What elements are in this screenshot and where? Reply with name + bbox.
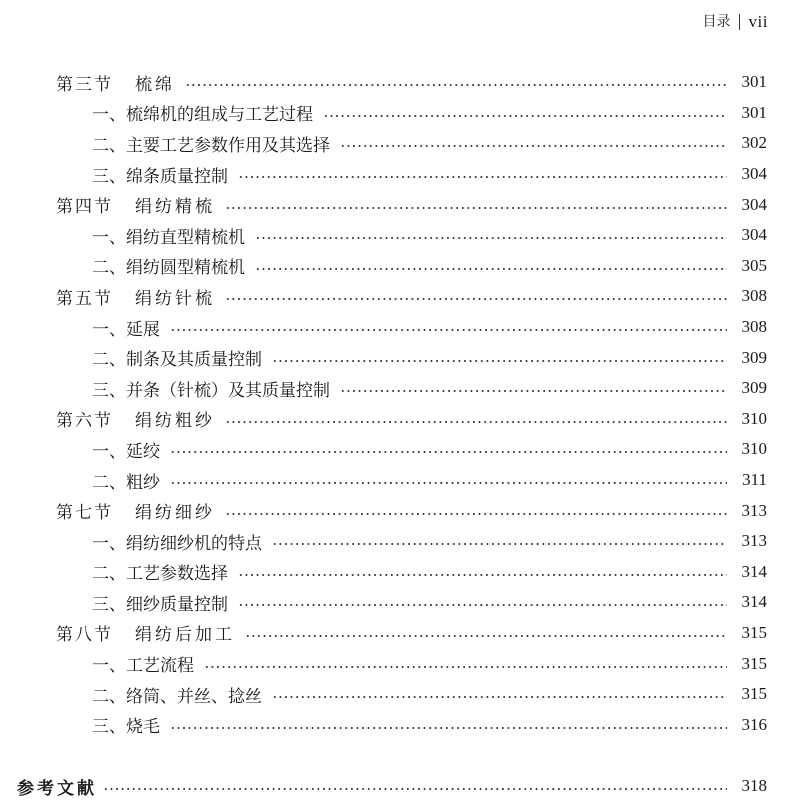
toc-item-entry[interactable] xyxy=(0,648,790,679)
toc-entry-page: 310 xyxy=(741,408,767,428)
dot-leader xyxy=(272,543,727,545)
toc-entry-number: 第五节 xyxy=(56,288,113,309)
toc-entry-number: 三、 xyxy=(92,166,126,187)
dot-leader xyxy=(170,727,727,729)
toc-entry-label: 绢纺细纱 xyxy=(135,503,215,524)
toc-item-entry[interactable] xyxy=(0,342,790,373)
toc-entry-number: 第六节 xyxy=(56,411,113,432)
running-header xyxy=(703,10,768,34)
dot-leader xyxy=(225,513,727,515)
dot-leader xyxy=(238,176,727,178)
dot-leader xyxy=(323,115,727,117)
dot-leader xyxy=(170,451,727,453)
dot-leader xyxy=(238,574,727,576)
toc-entry-page: 310 xyxy=(741,439,767,459)
toc-entry-label: 延绞 xyxy=(126,441,160,462)
toc-entry-label: 粗纱 xyxy=(126,472,160,493)
table-of-contents xyxy=(0,67,790,740)
toc-entry-label: 绢纺直型精梳机 xyxy=(126,227,245,248)
dot-leader xyxy=(245,635,727,637)
dot-leader xyxy=(238,604,727,606)
dot-leader xyxy=(340,390,727,392)
dot-leader xyxy=(255,268,727,270)
toc-entry-number: 二、 xyxy=(92,472,126,493)
toc-entry-page: 318 xyxy=(741,776,767,795)
dot-leader xyxy=(272,360,727,362)
toc-entry-label: 络筒、并丝、捻丝 xyxy=(126,686,262,707)
toc-entry-label: 工艺流程 xyxy=(126,656,194,677)
toc-entry-number: 一、 xyxy=(92,441,126,462)
toc-item-entry[interactable] xyxy=(0,434,790,465)
toc-entry-label: 绢纺圆型精梳机 xyxy=(126,258,245,279)
toc-entry-label: 梳绵 xyxy=(135,74,175,95)
toc-entry-number: 二、 xyxy=(92,135,126,156)
toc-entry-page: 313 xyxy=(741,500,767,520)
dot-leader xyxy=(103,788,727,790)
toc-item-entry[interactable] xyxy=(0,465,790,496)
toc-entry-references[interactable] xyxy=(0,771,790,801)
running-header-page-number: vii xyxy=(748,12,768,31)
toc-entry-page: 305 xyxy=(741,255,767,275)
toc-entry-number: 三、 xyxy=(92,717,126,738)
toc-entry-number: 第四节 xyxy=(56,197,113,218)
running-header-title: 目录 xyxy=(702,14,731,30)
dot-leader xyxy=(185,84,727,86)
toc-item-entry[interactable] xyxy=(0,679,790,710)
toc-entry-number: 一、 xyxy=(92,533,126,554)
toc-item-entry[interactable] xyxy=(0,557,790,588)
toc-section-entry[interactable] xyxy=(0,404,790,435)
toc-entry-label: 绵条质量控制 xyxy=(126,166,228,187)
toc-item-entry[interactable] xyxy=(0,312,790,343)
toc-section-entry[interactable] xyxy=(0,281,790,312)
toc-entry-label: 梳绵机的组成与工艺过程 xyxy=(126,105,313,126)
toc-entry-page: 304 xyxy=(741,225,767,245)
dot-leader xyxy=(170,329,727,331)
toc-entry-number: 一、 xyxy=(92,105,126,126)
dot-leader xyxy=(225,207,727,209)
dot-leader xyxy=(204,666,727,668)
toc-entry-page: 301 xyxy=(741,72,767,92)
toc-entry-label: 延展 xyxy=(126,319,160,340)
toc-entry-label: 细纱质量控制 xyxy=(126,594,228,615)
dot-leader xyxy=(255,237,727,239)
toc-entry-label: 并条（针梳）及其质量控制 xyxy=(126,380,330,401)
dot-leader xyxy=(272,696,727,698)
toc-item-entry[interactable] xyxy=(0,98,790,129)
toc-entry-page: 315 xyxy=(741,684,767,704)
toc-entry-page: 309 xyxy=(741,378,767,398)
toc-item-entry[interactable] xyxy=(0,587,790,618)
toc-entry-number: 一、 xyxy=(92,227,126,248)
toc-entry-page: 301 xyxy=(741,102,767,122)
toc-item-entry[interactable] xyxy=(0,709,790,740)
dot-leader xyxy=(340,145,727,147)
toc-entry-label: 主要工艺参数作用及其选择 xyxy=(126,135,330,156)
toc-entry-page: 315 xyxy=(741,622,767,642)
toc-entry-page: 313 xyxy=(741,531,767,551)
toc-entry-label: 参考文献 xyxy=(17,778,97,799)
toc-section-entry[interactable] xyxy=(0,189,790,220)
dot-leader xyxy=(170,482,727,484)
toc-entry-label: 绢纺后加工 xyxy=(135,625,235,646)
toc-item-entry[interactable] xyxy=(0,220,790,251)
toc-section-entry[interactable] xyxy=(0,67,790,98)
toc-entry-page: 314 xyxy=(741,592,767,612)
dot-leader xyxy=(225,421,727,423)
toc-item-entry[interactable] xyxy=(0,159,790,190)
toc-item-entry[interactable] xyxy=(0,128,790,159)
toc-item-entry[interactable] xyxy=(0,373,790,404)
toc-entry-label: 制条及其质量控制 xyxy=(126,350,262,371)
running-header-divider xyxy=(739,14,740,30)
toc-entry-label: 绢纺粗纱 xyxy=(135,411,215,432)
toc-entry-page: 309 xyxy=(741,347,767,367)
toc-section-entry[interactable] xyxy=(0,495,790,526)
toc-entry-page: 316 xyxy=(741,714,767,734)
toc-entry-number: 二、 xyxy=(92,258,126,279)
toc-entry-page: 304 xyxy=(741,194,767,214)
toc-entry-page: 304 xyxy=(741,164,767,184)
toc-item-entry[interactable] xyxy=(0,526,790,557)
toc-entry-number: 一、 xyxy=(92,319,126,340)
toc-entry-number: 二、 xyxy=(92,686,126,707)
toc-item-entry[interactable] xyxy=(0,251,790,282)
toc-entry-label: 烧毛 xyxy=(126,717,160,738)
toc-entry-page: 311 xyxy=(742,470,767,490)
toc-entry-number: 一、 xyxy=(92,656,126,677)
toc-entry-page: 314 xyxy=(741,561,767,581)
toc-entry-number: 第八节 xyxy=(56,625,113,646)
toc-entry-number: 第七节 xyxy=(56,503,113,524)
toc-entry-number: 三、 xyxy=(92,380,126,401)
toc-entry-label: 工艺参数选择 xyxy=(126,564,228,585)
toc-entry-number: 第三节 xyxy=(56,74,113,95)
toc-entry-label: 绢纺细纱机的特点 xyxy=(126,533,262,554)
toc-entry-page: 308 xyxy=(741,317,767,337)
toc-entry-number: 二、 xyxy=(92,350,126,371)
toc-entry-label: 绢纺精梳 xyxy=(135,197,215,218)
toc-entry-page: 302 xyxy=(741,133,767,153)
toc-entry-number: 三、 xyxy=(92,594,126,615)
toc-entry-page: 315 xyxy=(741,653,767,673)
dot-leader xyxy=(225,298,727,300)
toc-section-entry[interactable] xyxy=(0,618,790,649)
toc-entry-number: 二、 xyxy=(92,564,126,585)
toc-entry-label: 绢纺针梳 xyxy=(135,288,215,309)
toc-entry-page: 308 xyxy=(741,286,767,306)
